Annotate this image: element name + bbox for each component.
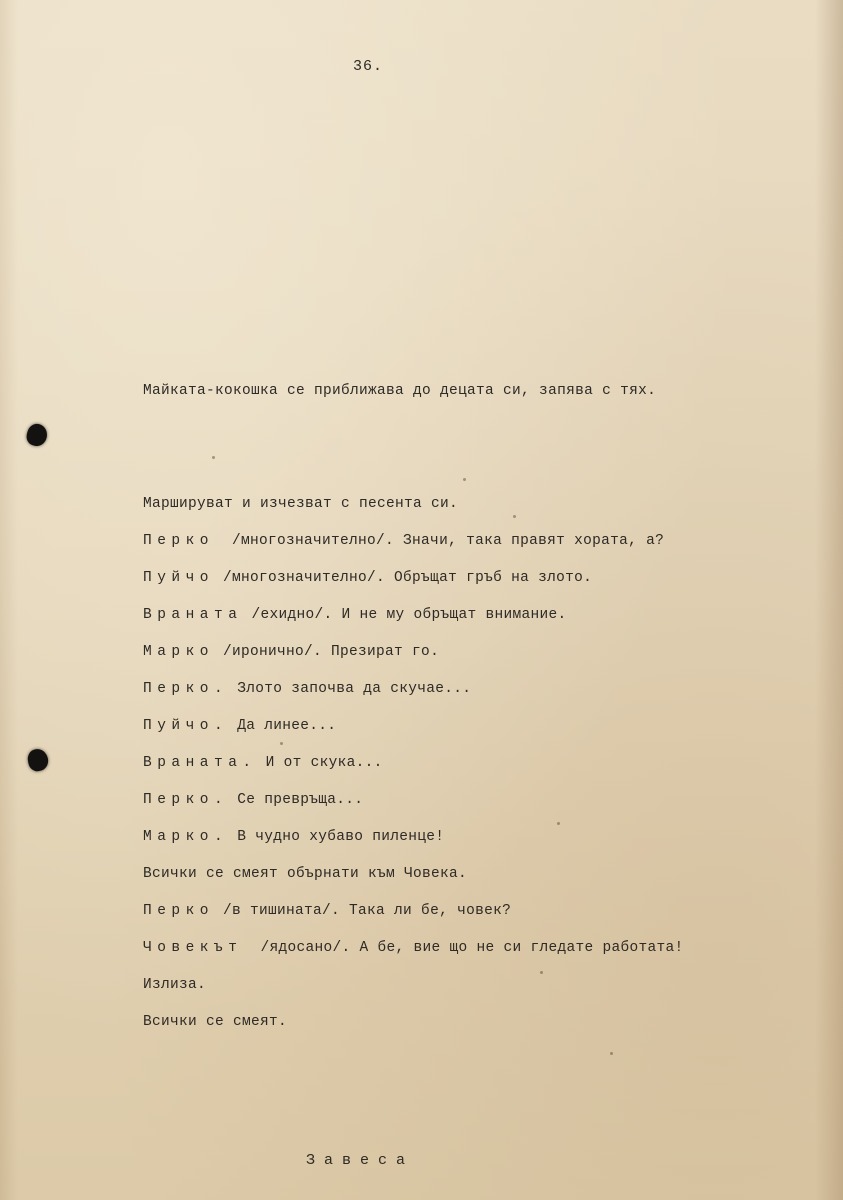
paper-speck <box>212 456 215 459</box>
punch-hole-top <box>24 422 49 448</box>
script-line <box>143 494 458 514</box>
line-text: И от скука... <box>265 755 383 771</box>
speaker-name: Марко <box>143 644 215 660</box>
speaker-name: Човекът <box>143 940 243 956</box>
script-line <box>143 753 383 773</box>
speaker-name: Пуйчо. <box>143 718 229 734</box>
script-line <box>143 716 336 736</box>
script-line <box>143 938 684 958</box>
line-text: Излиза. <box>143 977 207 993</box>
paper-speck <box>463 478 466 481</box>
speaker-name: Перко <box>143 903 215 919</box>
line-text: /иронично/. Презират го. <box>223 644 440 660</box>
line-text: /ехидно/. И не му обръщат внимание. <box>251 607 567 623</box>
line-text: Злото започва да скучае... <box>237 681 472 697</box>
speaker-name: Перко. <box>143 792 229 808</box>
paper-speck <box>280 742 283 745</box>
speaker-name: Враната. <box>143 755 257 771</box>
line-text: Всички се смеят обърнати към Човека. <box>143 866 468 882</box>
script-line <box>143 790 363 810</box>
line-text: /многозначително/. Значи, така правят хората, а? <box>232 533 665 549</box>
line-text: Всички се смеят. <box>143 1014 288 1030</box>
line-text: /многозначително/. Обръщат гръб на злото. <box>223 570 593 586</box>
stage-direction: Майката-кокошка се приближава до децата си, запява с тях. <box>143 383 657 399</box>
line-text: Се превръща... <box>237 792 364 808</box>
speaker-name: Марко. <box>143 829 229 845</box>
curtain-closing: Завеса <box>306 1152 415 1169</box>
script-line <box>143 568 592 588</box>
script-line <box>143 679 471 699</box>
paper-speck <box>610 1052 613 1055</box>
line-text: /ядосано/. А бе, вие що не си гледате работата! <box>260 940 684 956</box>
punch-hole-bottom <box>26 747 50 772</box>
line-text: Маршируват и изчезват с песента си. <box>143 496 459 512</box>
paper-speck <box>513 515 516 518</box>
page-number: 36. <box>353 58 384 75</box>
script-line <box>143 605 567 625</box>
script-line <box>143 642 439 662</box>
paper-speck <box>540 971 543 974</box>
speaker-name: Враната <box>143 607 243 623</box>
speaker-name: Перко <box>143 533 215 549</box>
script-line <box>143 827 444 847</box>
line-text: Да линее... <box>237 718 337 734</box>
line-text: /в тишината/. Така ли бе, човек? <box>223 903 512 919</box>
script-line <box>143 1012 287 1032</box>
script-line <box>143 864 467 884</box>
line-text: В чудно хубаво пиленце! <box>237 829 445 845</box>
paper-speck <box>557 822 560 825</box>
speaker-name: Пуйчо <box>143 570 215 586</box>
script-line <box>143 901 511 921</box>
script-line <box>143 531 664 551</box>
script-line <box>143 975 206 995</box>
speaker-name: Перко. <box>143 681 229 697</box>
